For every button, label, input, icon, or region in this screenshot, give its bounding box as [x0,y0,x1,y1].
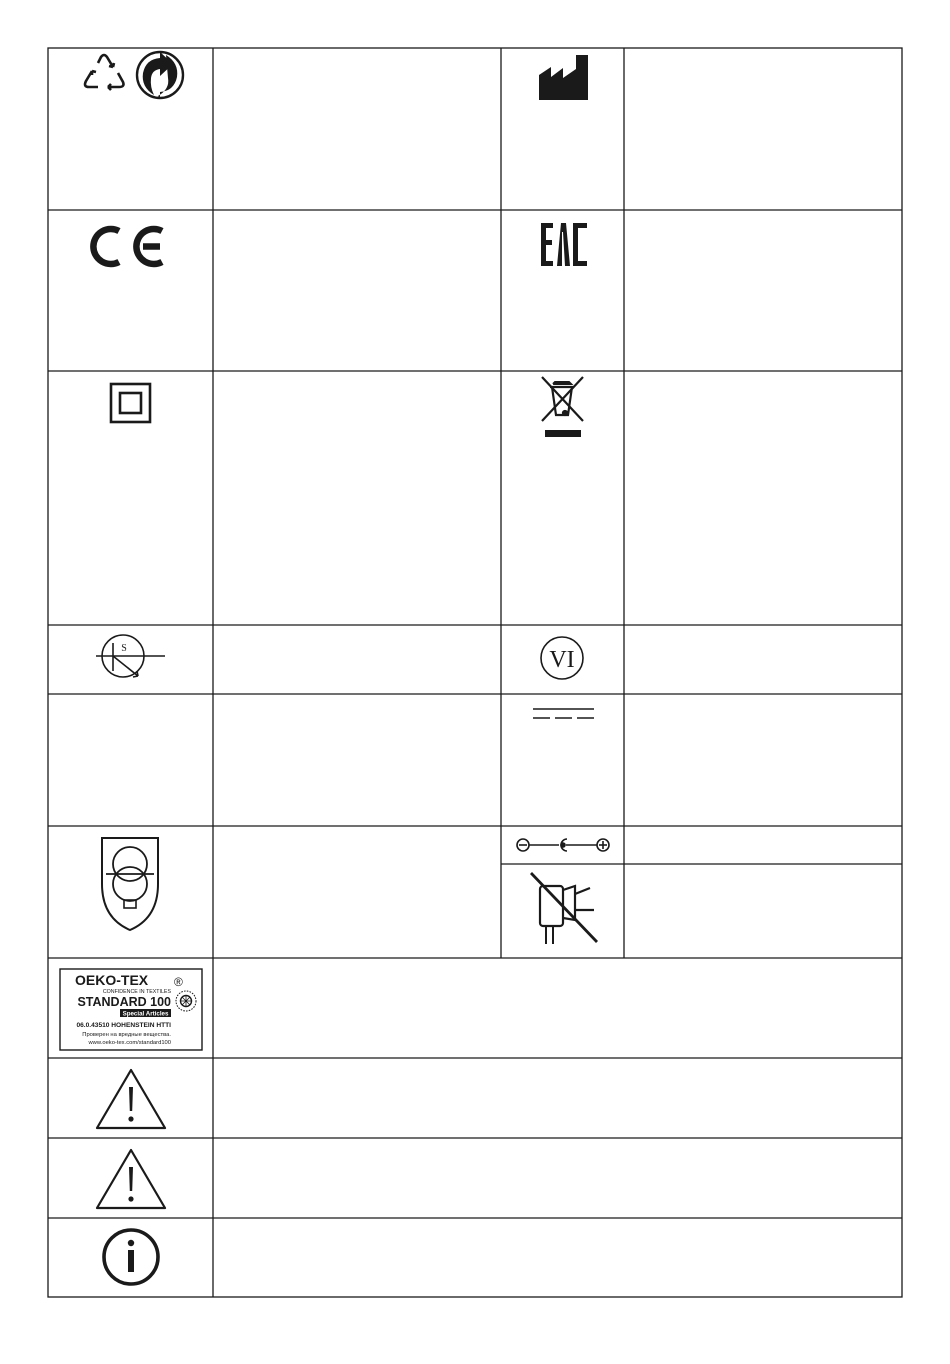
weee-crossed-bin-icon [542,377,583,437]
green-dot-icon [137,52,183,98]
manufacturer-icon [539,55,588,100]
efficiency-level-vi-label: VI [549,647,575,673]
oeko-standard: STANDARD 100 [77,995,171,1009]
oeko-website: www.oeko-tex.com/standard100 [88,1040,171,1046]
safety-transformer-shield-icon [102,838,158,930]
information-icon [104,1230,158,1284]
direct-current-icon [533,709,594,718]
caution-triangle-icon [97,1150,165,1208]
polarity-icon [517,839,609,851]
eac-mark-icon [541,223,587,266]
oeko-category: Special Articles [122,1010,169,1018]
oeko-brand: OEKO-TEX [75,972,149,988]
class-ii-double-insulation-icon [111,384,150,422]
no-charger-icon [531,873,597,944]
oeko-certificate: 06.0.43510 HOHENSTEIN HTTI [76,1022,171,1029]
oeko-registered-mark: ® [174,975,183,989]
warning-triangle-icon [97,1070,165,1128]
oeko-tested-note: Проверен на вредные вещества. [82,1032,171,1038]
safety-switch-letter: S [121,643,127,654]
recycle-icon [85,55,124,90]
efficiency-level-vi-icon [541,637,583,679]
safety-switch-icon [96,635,165,677]
oeko-tagline: CONFIDENCE IN TEXTILES [102,989,171,995]
table-grid [48,48,902,1297]
ce-mark-icon [93,229,162,264]
oeko-tex-label [60,969,202,1050]
